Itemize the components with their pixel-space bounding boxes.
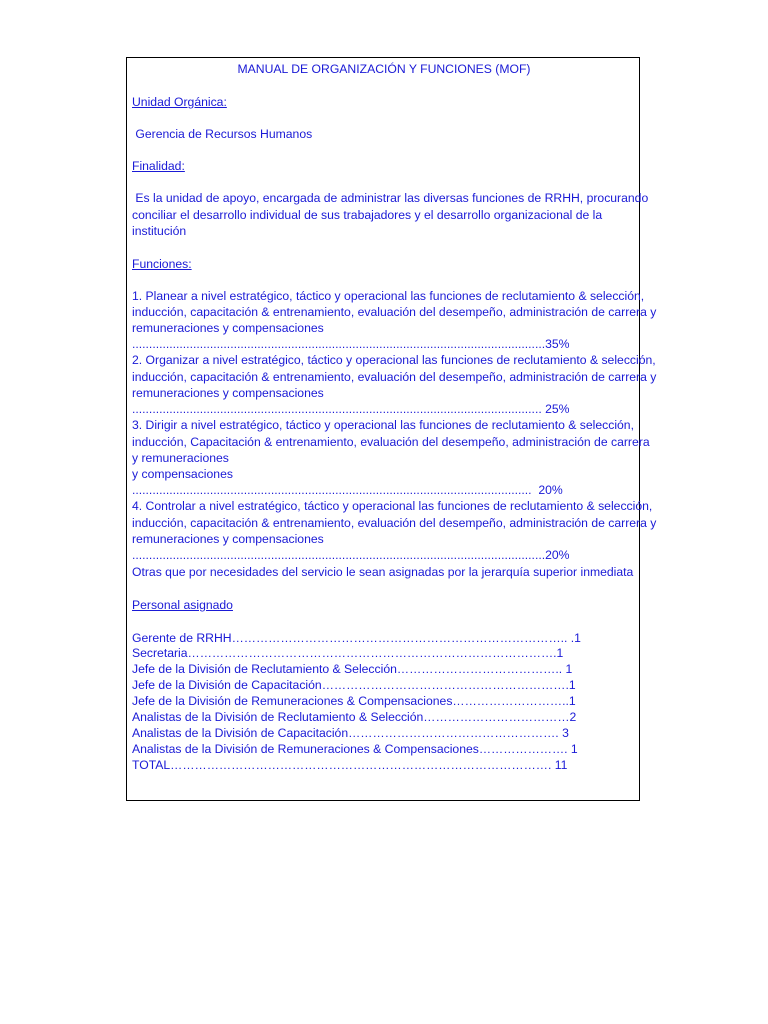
funcion-3-weight: ...................................................................................................................... 20% [132,483,563,497]
funcion-3-line: 3. Dirigir a nivel estratégico, táctico y operacional las funciones de reclutamiento & selección, [132,418,634,432]
funcion-3-line: y remuneraciones [132,451,229,465]
funcion-1-line: remuneraciones y compensaciones [132,321,324,335]
funcion-2-line: inducción, capacitación & entrenamiento, evaluación del desempeño, administración de carrera y [132,370,657,384]
finalidad-line: institución [132,224,187,238]
personal-row: Analistas de la División de Capacitación……………………………………………. 3 [132,726,569,740]
personal-total: TOTAL…………………………………………………………………………………. 11 [132,758,568,772]
funcion-2-line: remuneraciones y compensaciones [132,386,324,400]
document-title: MANUAL DE ORGANIZACIÓN Y FUNCIONES (MOF) [237,62,531,76]
funciones-otras: Otras que por necesidades del servicio le sean asignadas por la jerarquía superior inmediata [132,565,634,579]
funcion-3-line: inducción, Capacitación & entrenamiento, evaluación del desempeño, administración de carrera [132,435,650,449]
unidad-value: Gerencia de Recursos Humanos [132,127,313,141]
personal-row: Secretaria……………………………………………………………………………….1 [132,646,564,660]
personal-row: Jefe de la División de Remuneraciones & Compensaciones………………………..1 [132,694,576,708]
funcion-4-weight: ..........................................................................................................................20% [132,548,570,562]
finalidad-line: conciliar el desarrollo individual de sus trabajadores y el desarrollo organizacional de la [132,208,603,222]
personal-row: Jefe de la División de Capacitación…………………………………………………….1 [132,678,576,692]
finalidad-heading: Finalidad: [132,159,185,173]
funcion-2-line: 2. Organizar a nivel estratégico, táctico y operacional las funciones de reclutamiento & selección, [132,353,656,367]
funciones-heading: Funciones: [132,257,192,271]
personal-row: Analistas de la División de Reclutamiento & Selección………………………………2 [132,710,577,724]
funcion-1-line: inducción, capacitación & entrenamiento, evaluación del desempeño, administración de carrera y [132,305,657,319]
funcion-1-weight: ..........................................................................................................................35% [132,337,570,351]
funcion-4-line: inducción, capacitación & entrenamiento, evaluación del desempeño, administración de carrera y [132,516,657,530]
personal-row: Jefe de la División de Reclutamiento & Selección………………………………….. 1 [132,662,573,676]
unidad-heading: Unidad Orgánica: [132,95,227,109]
funcion-3-line: y compensaciones [132,467,233,481]
funcion-4-line: remuneraciones y compensaciones [132,532,324,546]
personal-heading: Personal asignado [132,598,233,612]
funcion-1-line: 1. Planear a nivel estratégico, táctico y operacional las funciones de reclutamiento & selección, [132,289,645,303]
personal-row: Analistas de la División de Remuneraciones & Compensaciones…………………. 1 [132,742,578,756]
personal-row: Gerente de RRHH……………………………………………………………………….. .1 [132,631,581,645]
funcion-4-line: 4. Controlar a nivel estratégico, táctico y operacional las funciones de reclutamiento & selección, [132,499,653,513]
finalidad-line: Es la unidad de apoyo, encargada de administrar las diversas funciones de RRHH, procurando [132,191,649,205]
funcion-2-weight: ......................................................................................................................... 25% [132,402,570,416]
